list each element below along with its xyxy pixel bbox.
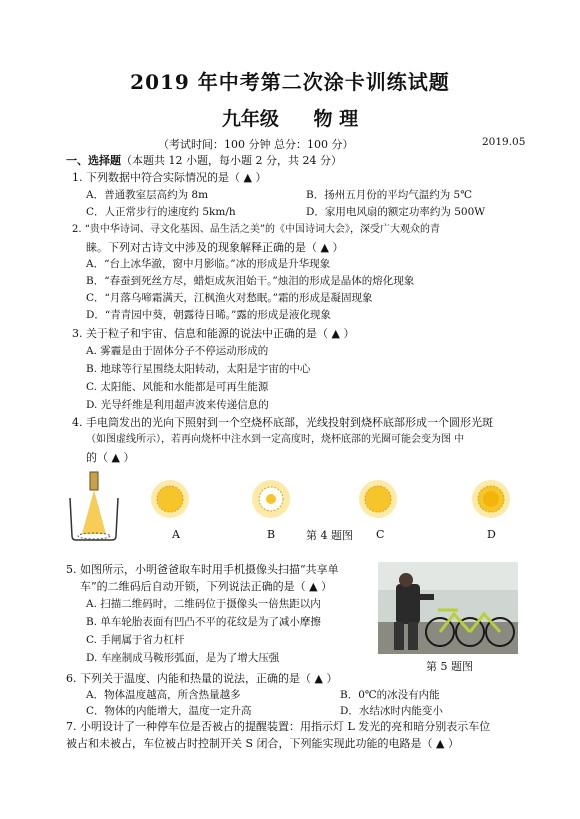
q6-option-c: C．物体的内能增大，温度一定升高 (86, 705, 252, 717)
grade-label: 九年级 (221, 108, 279, 130)
fig4-caption: 第 4 题图 (306, 529, 353, 542)
q6-stem: 6. 下列关于温度、内能和热量的说法，正确的是（ ▲ ） (66, 672, 338, 685)
q6-option-a: A．物体温度越高，所含热量越多 (86, 689, 241, 701)
option-c-spot-icon (358, 479, 398, 519)
exam-title: 2019 年中考第二次涂卡训练试题 (130, 70, 450, 94)
subject-label: 物 理 (313, 108, 359, 130)
q2-stem-line1: 2. “贵中华诗词、寻文化基因、品生活之美”的《中国诗词大会》，深受广大观众的青 (72, 224, 440, 235)
q6-option-d: D．水结冰时内能变小 (340, 705, 443, 717)
q5-option-b: B. 单车轮胎表面有凹凸不平的花纹是为了减小摩擦 (86, 616, 321, 628)
q2-option-d: D．“青青园中葵，朝露待日晞。”露的形成是液化现象 (86, 309, 331, 321)
option-d-spot-icon (471, 479, 511, 519)
q4-stem-line3: 的（ ▲ ） (86, 451, 135, 464)
section-label: 一、选择题 (66, 154, 121, 167)
q2-stem-line2: 睐。下列对古诗文中涉及的现象解释正确的是（ ▲ ） (86, 241, 344, 254)
q3-option-d: D. 光导纤维是利用超声波来传递信息的 (86, 399, 269, 411)
q5-stem-line2: 车”的二维码后自动开锁，下列说法正确的是（ ▲ ） (80, 580, 333, 593)
exam-date: 2019.05 (482, 136, 526, 148)
beaker-flashlight-figure (64, 472, 124, 542)
fig4-label-d: D (487, 528, 496, 541)
q5-option-a: A. 扫描二维码时，二维码位于摄像头一倍焦距以内 (86, 598, 321, 610)
option-a-spot-icon (150, 479, 190, 519)
q7-stem-line1: 7. 小明设计了一种停车位是否被占的提醒装置：用指示灯 L 发光的亮和暗分别表示车位 (66, 720, 491, 733)
q1-stem: 1. 下列数据中符合实际情况的是（ ▲ ） (72, 171, 267, 184)
section-heading (66, 152, 342, 168)
q5-option-d: D. 车座制成马鞍形弧面，是为了增大压强 (86, 652, 280, 664)
q7-stem-line2: 被占和未被占，车位被占时控制开关 S 闭合，下列能实现此功能的电路是（ ▲ ） (66, 737, 459, 750)
exam-info: （考试时间：100 分钟 总分：100 分） (158, 138, 354, 151)
fig4-label-b: B (267, 528, 276, 541)
fig4-label-a: A (172, 528, 180, 541)
grade-subject (0, 104, 580, 131)
fig4-label-c: C (376, 528, 385, 541)
q6-option-b: B．0℃的冰没有内能 (340, 689, 440, 701)
q5-stem-line1: 5. 如图所示，小明爸爸取车时用手机摄像头扫描“共享单 (66, 563, 339, 576)
q5-option-c: C. 手闸属于省力杠杆 (86, 634, 185, 646)
q2-option-b: B．“春蚕到死丝方尽，蜡炬成灰泪始干。”烛泪的形成是晶体的熔化现象 (86, 275, 415, 287)
q3-option-b: B. 地球等行星围绕太阳转动，太阳是宇宙的中心 (86, 363, 311, 375)
fig5-caption: 第 5 题图 (426, 660, 473, 673)
q1-option-b: B．扬州五月份的平均气温约为 5℃ (306, 189, 472, 201)
q3-option-a: A. 雾霾是由于固体分子不停运动形成的 (86, 345, 269, 357)
option-b-spot-icon (251, 479, 291, 519)
q1-option-d: D．家用电风扇的额定功率约为 500W (306, 206, 486, 218)
section-desc: （本题共 12 小题，每小题 2 分，共 24 分） (121, 154, 342, 167)
q3-stem: 3. 关于粒子和宇宙、信息和能源的说法中正确的是（ ▲ ） (72, 327, 355, 340)
q4-stem-line1: 4. 手电筒发出的光向下照射到一个空烧杯底部，光线投射到烧杯底部形成一个圆形光斑 (72, 416, 493, 429)
q2-option-a: A．“台上冰华澈，窗中月影临。”冰的形成是升华现象 (86, 258, 331, 270)
shared-bike-photo (378, 562, 518, 654)
q2-option-c: C．“月落乌啼霜满天，江枫渔火对愁眠。”霜的形成是凝固现象 (86, 292, 373, 304)
q1-option-a: A．普通教室层高约为 8m (86, 189, 209, 201)
q1-option-c: C．人正常步行的速度约 5km/h (86, 206, 236, 218)
q3-option-c: C. 太阳能、风能和水能都是可再生能源 (86, 381, 269, 393)
q4-stem-line2: （如图虚线所示），若再向烧杯中注水到一定高度时，烧杯底部的光圈可能会变为图 中 (86, 434, 465, 445)
